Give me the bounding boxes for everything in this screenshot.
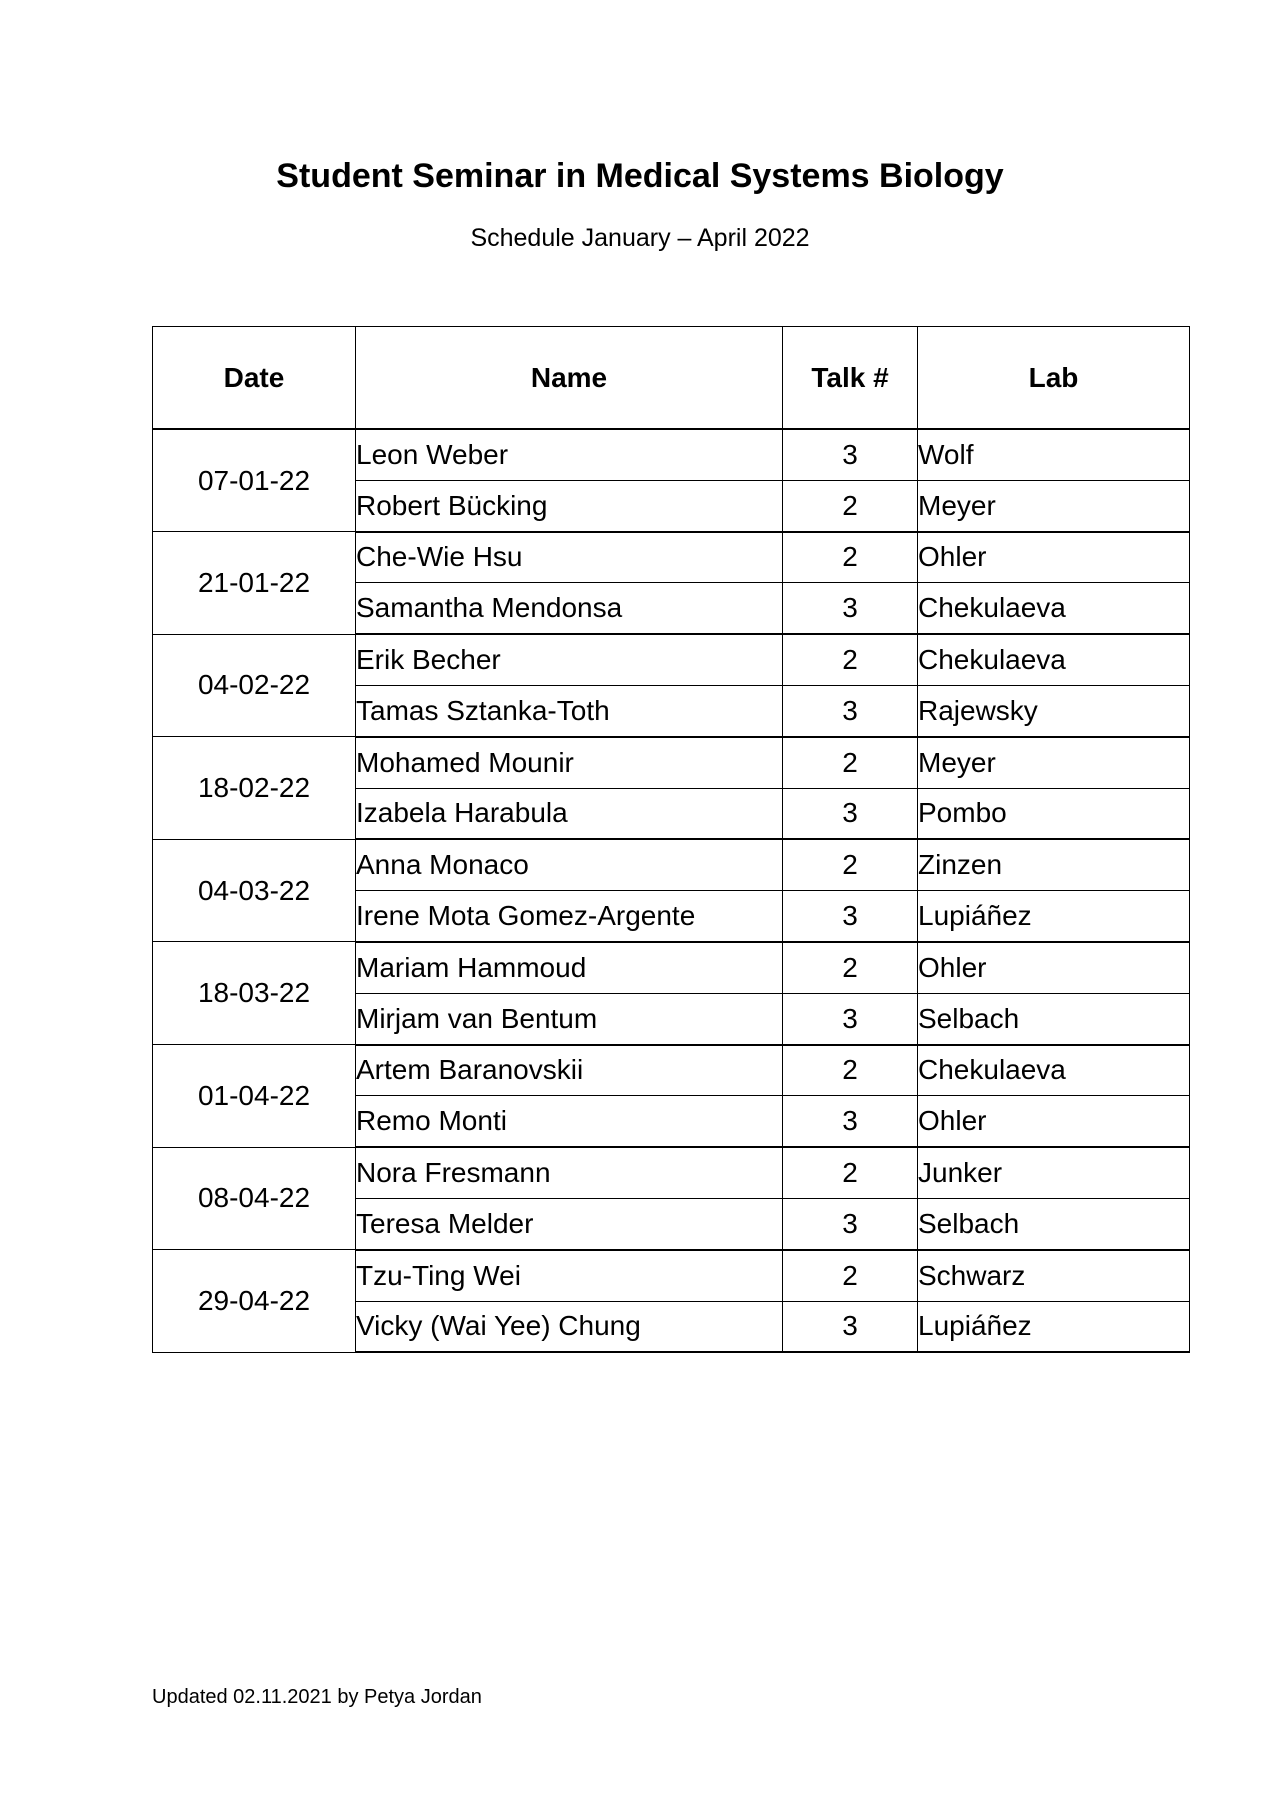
name-cell: Che-Wie Hsu (356, 532, 783, 583)
name-cell: Artem Baranovskii (356, 1045, 783, 1096)
talk-cell: 2 (783, 1045, 918, 1096)
name-cell: Mirjam van Bentum (356, 993, 783, 1044)
date-cell: 18-02-22 (153, 737, 356, 840)
table-row (153, 634, 1190, 685)
talk-cell: 2 (783, 737, 918, 788)
table-row (153, 839, 1190, 890)
lab-cell: Chekulaeva (918, 634, 1190, 685)
lab-cell: Meyer (918, 480, 1190, 531)
table-row (153, 737, 1190, 788)
lab-cell: Rajewsky (918, 685, 1190, 736)
talk-cell: 3 (783, 1301, 918, 1352)
name-cell: Leon Weber (356, 429, 783, 480)
talk-cell: 3 (783, 1198, 918, 1249)
lab-cell: Pombo (918, 788, 1190, 839)
footer-note: Updated 02.11.2021 by Petya Jordan (152, 1686, 482, 1708)
lab-cell: Junker (918, 1147, 1190, 1198)
table-row (153, 532, 1190, 583)
lab-cell: Lupiáñez (918, 891, 1190, 942)
name-cell: Mohamed Mounir (356, 737, 783, 788)
lab-cell: Chekulaeva (918, 1045, 1190, 1096)
lab-cell: Lupiáñez (918, 1301, 1190, 1352)
lab-cell: Selbach (918, 1198, 1190, 1249)
lab-cell: Selbach (918, 993, 1190, 1044)
talk-cell: 2 (783, 480, 918, 531)
name-cell: Tzu-Ting Wei (356, 1250, 783, 1301)
page-subtitle: Schedule January – April 2022 (470, 224, 810, 252)
talk-cell: 2 (783, 532, 918, 583)
header-lab: Lab (918, 327, 1190, 430)
date-cell: 21-01-22 (153, 532, 356, 635)
talk-cell: 2 (783, 1250, 918, 1301)
talk-cell: 3 (783, 1096, 918, 1147)
lab-cell: Ohler (918, 1096, 1190, 1147)
header-talk: Talk # (783, 327, 918, 430)
lab-cell: Meyer (918, 737, 1190, 788)
page-title: Student Seminar in Medical Systems Biology (276, 157, 1004, 195)
table-row (153, 429, 1190, 480)
name-cell: Samantha Mendonsa (356, 583, 783, 634)
name-cell: Mariam Hammoud (356, 942, 783, 993)
lab-cell: Zinzen (918, 839, 1190, 890)
date-cell: 04-03-22 (153, 839, 356, 942)
name-cell: Tamas Sztanka-Toth (356, 685, 783, 736)
date-cell: 04-02-22 (153, 634, 356, 737)
talk-cell: 2 (783, 634, 918, 685)
date-cell: 08-04-22 (153, 1147, 356, 1250)
header-date: Date (153, 327, 356, 430)
lab-cell: Schwarz (918, 1250, 1190, 1301)
name-cell: Teresa Melder (356, 1198, 783, 1249)
talk-cell: 3 (783, 429, 918, 480)
date-cell: 07-01-22 (153, 429, 356, 532)
table-row (153, 1147, 1190, 1198)
header-name: Name (356, 327, 783, 430)
schedule-table (152, 326, 1190, 1353)
name-cell: Irene Mota Gomez-Argente (356, 891, 783, 942)
lab-cell: Ohler (918, 532, 1190, 583)
name-cell: Robert Bücking (356, 480, 783, 531)
name-cell: Vicky (Wai Yee) Chung (356, 1301, 783, 1352)
date-cell: 18-03-22 (153, 942, 356, 1045)
name-cell: Remo Monti (356, 1096, 783, 1147)
schedule-body (153, 429, 1190, 1352)
talk-cell: 2 (783, 942, 918, 993)
name-cell: Erik Becher (356, 634, 783, 685)
talk-cell: 2 (783, 1147, 918, 1198)
header-row (153, 327, 1190, 430)
table-row (153, 1250, 1190, 1301)
talk-cell: 3 (783, 788, 918, 839)
talk-cell: 3 (783, 583, 918, 634)
name-cell: Anna Monaco (356, 839, 783, 890)
date-cell: 01-04-22 (153, 1045, 356, 1148)
name-cell: Nora Fresmann (356, 1147, 783, 1198)
name-cell: Izabela Harabula (356, 788, 783, 839)
lab-cell: Chekulaeva (918, 583, 1190, 634)
talk-cell: 3 (783, 891, 918, 942)
table-row (153, 942, 1190, 993)
date-cell: 29-04-22 (153, 1250, 356, 1353)
lab-cell: Wolf (918, 429, 1190, 480)
talk-cell: 3 (783, 685, 918, 736)
talk-cell: 3 (783, 993, 918, 1044)
lab-cell: Ohler (918, 942, 1190, 993)
talk-cell: 2 (783, 839, 918, 890)
table-row (153, 1045, 1190, 1096)
